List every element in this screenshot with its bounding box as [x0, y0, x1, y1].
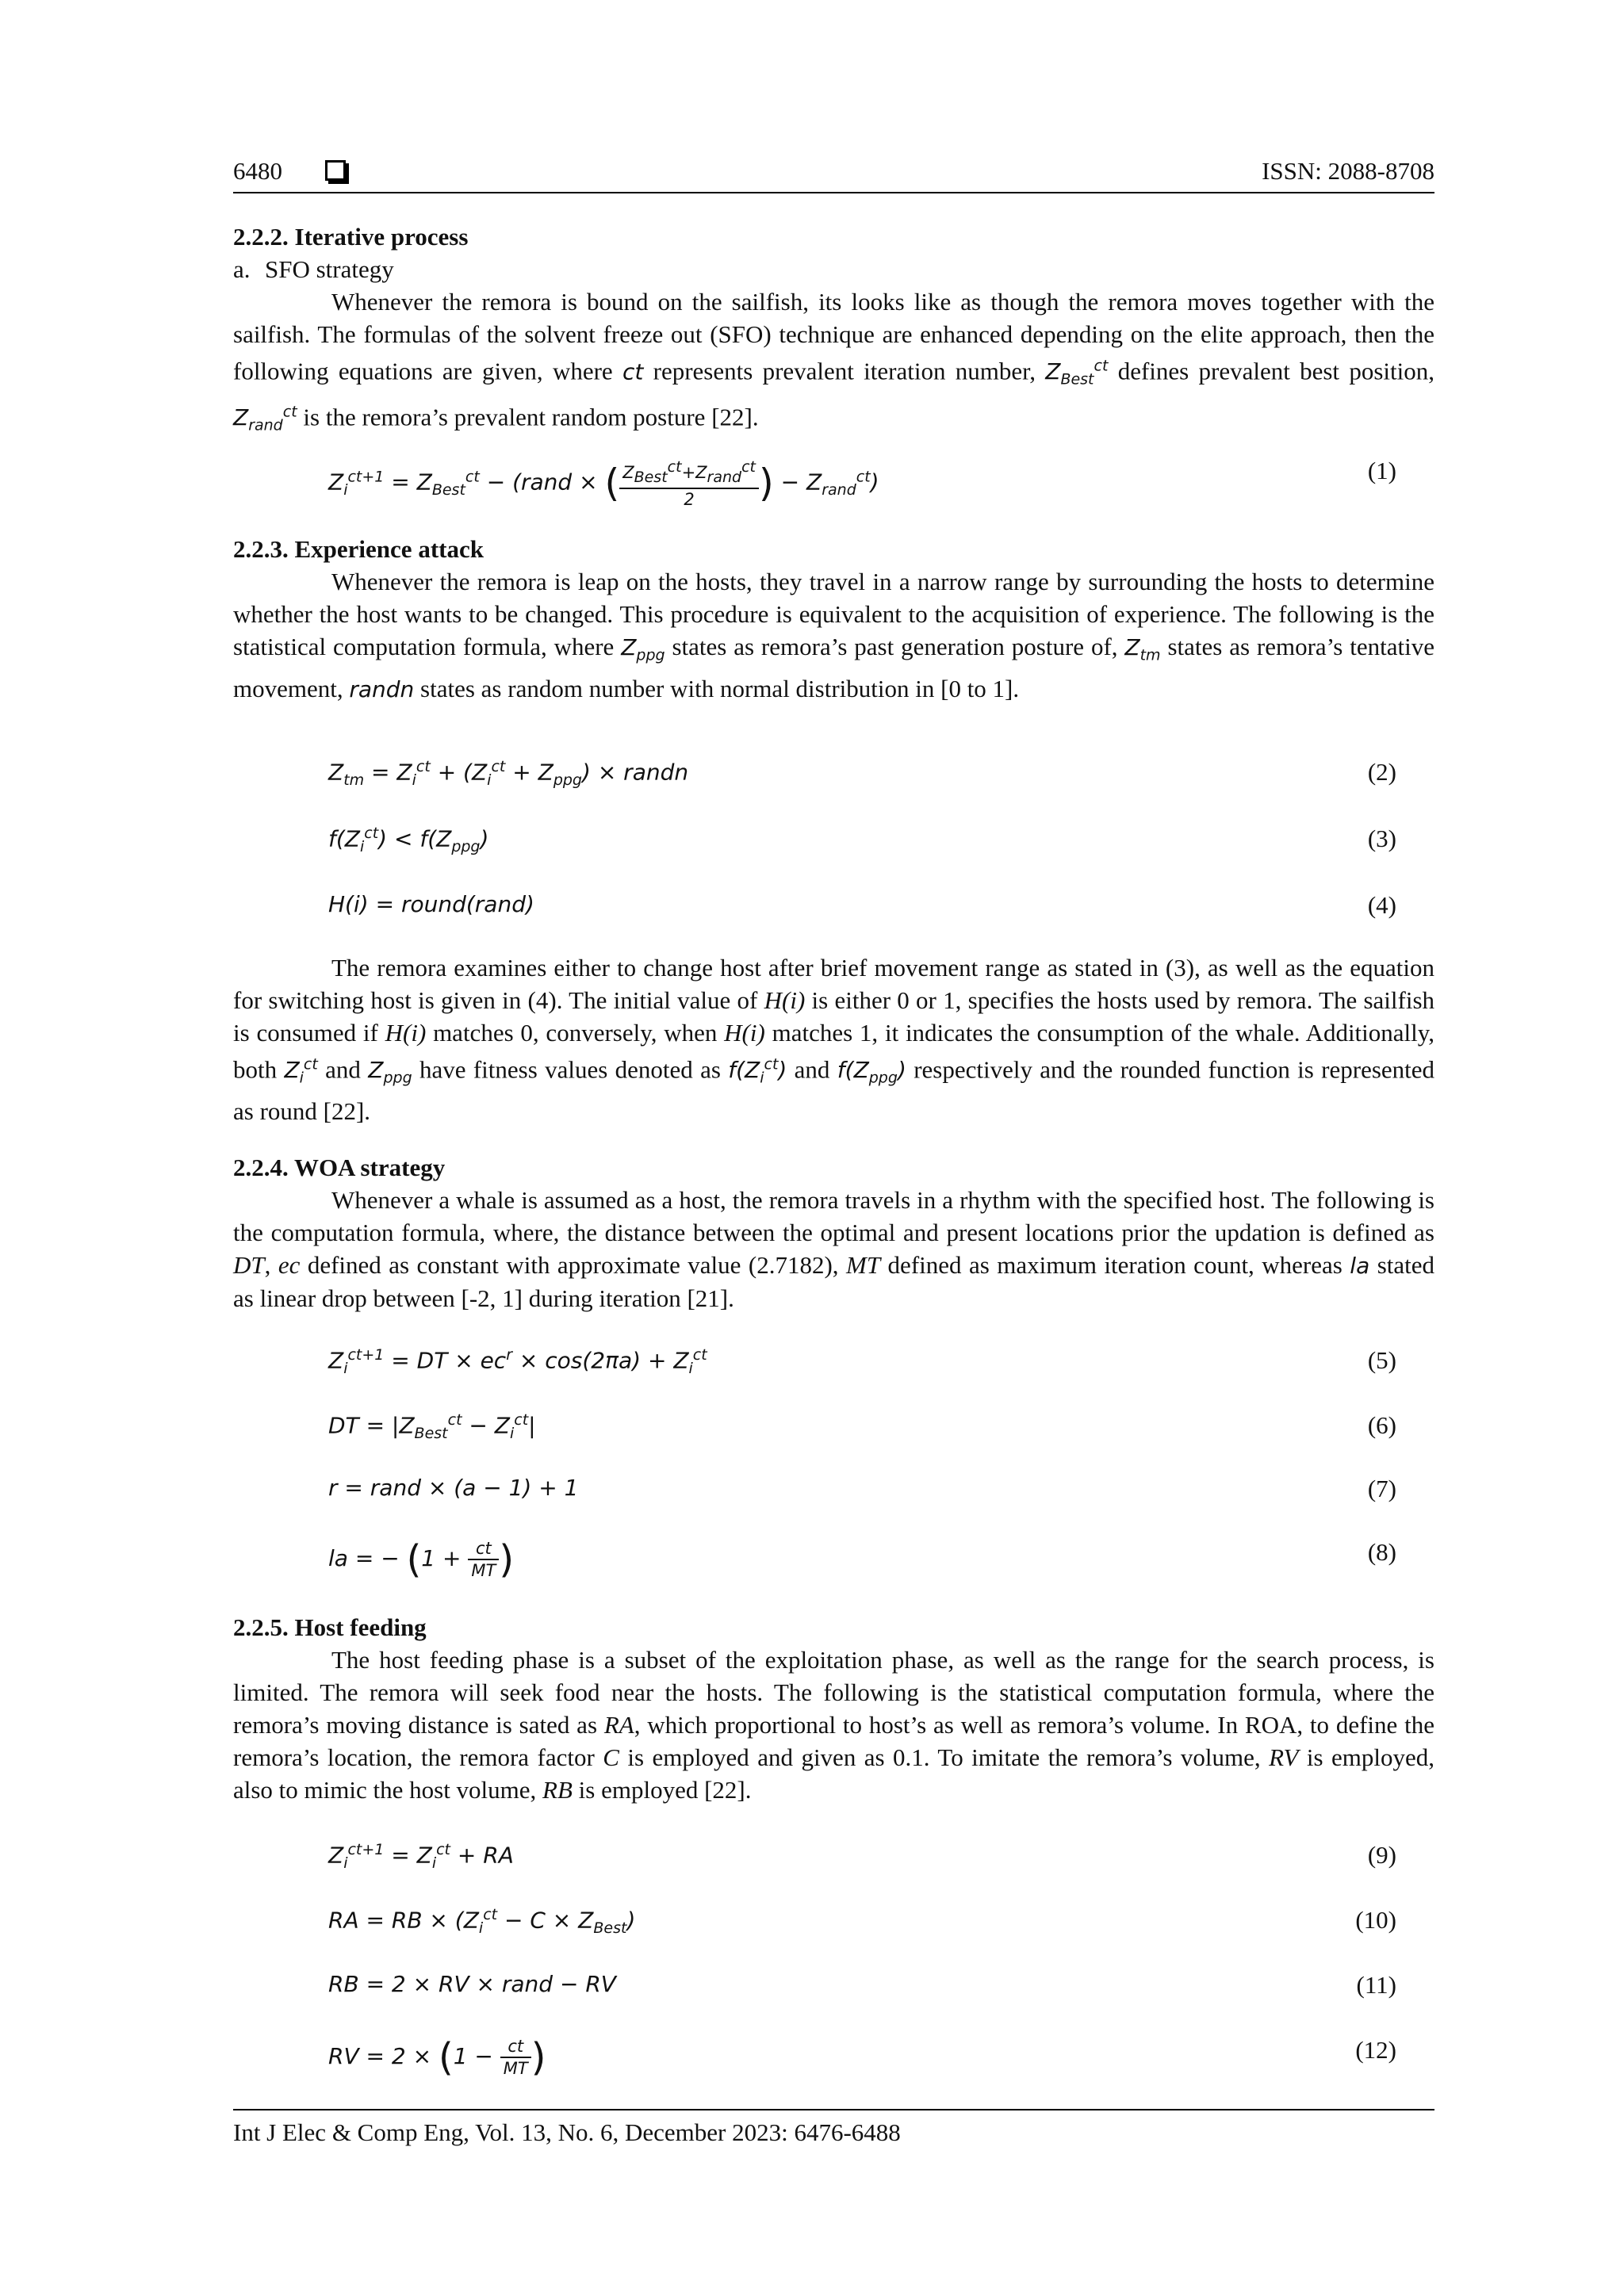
equation-number: (7)	[1367, 1475, 1396, 1502]
page-header	[233, 157, 1434, 193]
equation-8: la = − (1 + $\frac{ct}{MT}$ ) (8)	[328, 1537, 1396, 1582]
section-heading: 2.2.2. Iterative process	[233, 223, 469, 251]
equation-number: (9)	[1367, 1841, 1396, 1869]
equation-4: H(i) = round(rand) (4)	[328, 891, 1396, 919]
equation-number: (12)	[1355, 2036, 1396, 2064]
equation-9: $Z_i^{ct+1} = Z_i^{ct}$ + RA (9)	[328, 1841, 1396, 1872]
section-2-2-2	[233, 220, 1434, 442]
page-footer	[233, 2109, 1434, 2147]
paragraph: The host feeding phase is a subset of the exploitation phase, as well as the range for the search process, is limited. The remora will seek food near the hosts. The following is the statistical computation formula, where the remora’s moving distance is sated as RA, which proportional to host’s as well as remora’s volume. In ROA, to define the remora’s location, the remora factor C is employed and given as 0.1. To imitate the remora’s volume, RV is employed, also to mimic the host volume, RB is employed [22].	[233, 1646, 1435, 1804]
equation-6: DT = $|Z_{Best}^{ct} - Z_i^{ct}|$ (6)	[328, 1411, 1396, 1442]
paragraph: Whenever a whale is assumed as a host, the remora travels in a rhythm with the specified host. The following is the computation formula, where, the distance between the optimal and present locations prior the updation is defined as DT, ec defined as constant with approximate value (2.7182), MT defined as maximum iteration count, whereas la stated as linear drop between [-2, 1] during iteration [21].	[233, 1186, 1435, 1312]
subsection-label: a. SFO strategy	[233, 255, 394, 283]
equation-number: (1)	[1367, 457, 1396, 484]
equation-number: (5)	[1367, 1346, 1396, 1374]
square-bullet-icon	[325, 160, 346, 181]
section-2-2-4	[233, 1151, 1434, 1314]
equation-number: (10)	[1355, 1906, 1396, 1934]
paragraph: The remora examines either to change host after brief movement range as stated in (3), as well as the equation for switching host is given in (4). The initial value of H(i) is either 0 or 1, specifies the hosts used by remora. The sailfish is consumed if H(i) matches 0, conversely, when H(i) matches 1, it indicates the consumption of the whale. Additionally, both $Z_i^{ct}$ and $Z_{ppg}$ have fitness values denoted as $f(Z_i^{ct})$ and $f(Z_{ppg})$ respectively and the rounded function is represented as round [22].	[233, 954, 1435, 1125]
journal-citation: Int J Elec & Comp Eng, Vol. 13, No. 6, December 2023: 6476-6488	[233, 2118, 901, 2146]
section-2-2-5	[233, 1611, 1434, 1806]
paragraph: Whenever the remora is leap on the hosts, they travel in a narrow range by surrounding the hosts to determine whether the host wants to be changed. This procedure is equivalent to the acquisition of experience. The following is the statistical computation formula, where $Z_{ppg}$ states as remora’s past generation posture of, $Z_{tm}$ states as remora’s tentative movement, randn states as random number with normal distribution in [0 to 1].	[233, 568, 1434, 702]
equation-7: r = rand × (a − 1) + 1 (7)	[328, 1475, 1396, 1502]
equation-5: $Z_i^{ct+1}$ = DT × $ec^r \times \cos(2\pi a) + Z_i^{ct}$ (5)	[328, 1346, 1396, 1377]
equation-1: $Z_i^{ct+1} = Z_{Best}^{ct}$ − (rand × ( $\frac{Z_{Best}^{ct}+Z_{rand}^{ct}}{2}$ ) − $Z_{rand}^{ct}$) (1)	[328, 457, 1396, 510]
equation-number: (3)	[1367, 825, 1396, 852]
equation-11: RB = 2 × RV × rand − RV (11)	[328, 1971, 1396, 1999]
section-heading: 2.2.4. WOA strategy	[233, 1154, 446, 1181]
issn-label: ISSN: 2088-8708	[1262, 157, 1434, 185]
section-heading: 2.2.5. Host feeding	[233, 1613, 427, 1641]
equation-2: $Z_{tm} = Z_i^{ct} + (Z_i^{ct} + Z_{ppg})$ × randn (2)	[328, 758, 1396, 789]
paragraph: Whenever the remora is bound on the sailfish, its looks like as though the remora moves together with the sailfish. The formulas of the solvent freeze out (SFO) technique are enhanced depending on the elite approach, then the following equations are given, where ct represents prevalent iteration number, $Z_{Best}^{ct}$ defines prevalent best position, $Z_{rand}^{ct}$ is the remora’s prevalent random posture [22].	[233, 288, 1434, 434]
page-number: 6480	[233, 157, 282, 185]
equation-number: (2)	[1367, 758, 1396, 786]
section-heading: 2.2.3. Experience attack	[233, 535, 484, 563]
equation-12: RV = 2 × (1 − $\frac{ct}{MT}$ ) (12)	[328, 2035, 1396, 2080]
section-2-2-3	[233, 533, 1434, 706]
equation-number: (4)	[1367, 891, 1396, 919]
equation-10: RA = RB × $(Z_i^{ct} - C \times Z_{Best})$ (10)	[328, 1906, 1396, 1937]
equation-3: $f(Z_i^{ct}) < f(Z_{ppg})$ (3)	[328, 825, 1396, 855]
equation-number: (6)	[1367, 1411, 1396, 1439]
equation-number: (8)	[1367, 1538, 1396, 1566]
equation-number: (11)	[1356, 1971, 1396, 1999]
section-2-2-3-cont	[233, 951, 1434, 1127]
